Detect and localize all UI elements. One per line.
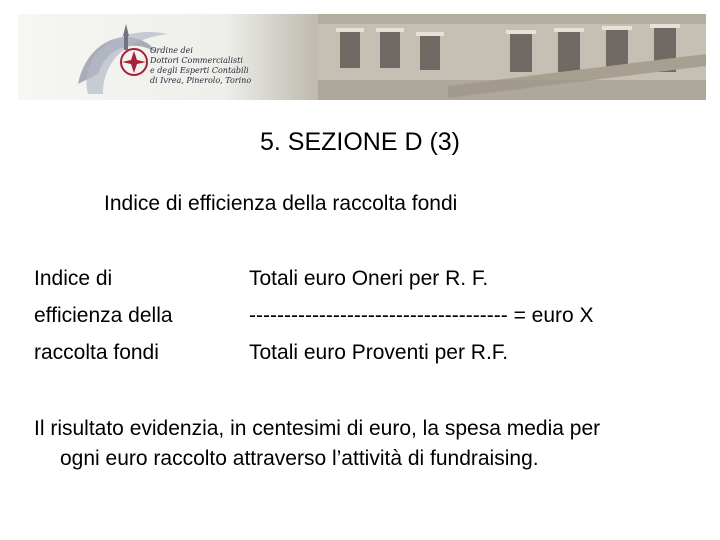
formula-fraction-line: ------------------------------------- = euro X bbox=[249, 304, 594, 327]
result-line: Il risultato evidenzia, in centesimi di euro, la spesa media per bbox=[34, 417, 601, 440]
formula bbox=[249, 260, 594, 371]
logo-text bbox=[150, 46, 290, 86]
index-label-line: Indice di bbox=[34, 267, 113, 290]
logo-line: di Ivrea, Pinerolo, Torino bbox=[150, 76, 252, 85]
result-text bbox=[34, 414, 704, 474]
slide-title bbox=[0, 128, 720, 157]
slide-subtitle: Indice di efficienza della raccolta fondi bbox=[104, 192, 458, 215]
formula-numerator: Totali euro Oneri per R. F. bbox=[249, 267, 489, 290]
slide-title-text: 5. SEZIONE D (3) bbox=[259, 128, 461, 156]
logo-line: Ordine dei bbox=[150, 46, 193, 55]
logo-line: e degli Esperti Contabili bbox=[150, 66, 249, 75]
logo-line: Dottori Commercialisti bbox=[150, 56, 243, 65]
formula-denominator: Totali euro Proventi per R.F. bbox=[249, 341, 509, 364]
index-label-line: raccolta fondi bbox=[34, 341, 159, 364]
building-photo bbox=[18, 14, 706, 100]
index-label-line: efficienza della bbox=[34, 304, 173, 327]
result-line: ogni euro raccolto attraverso l’attività di fundraising. bbox=[60, 447, 539, 470]
header-banner bbox=[18, 14, 706, 100]
index-label bbox=[34, 260, 173, 371]
